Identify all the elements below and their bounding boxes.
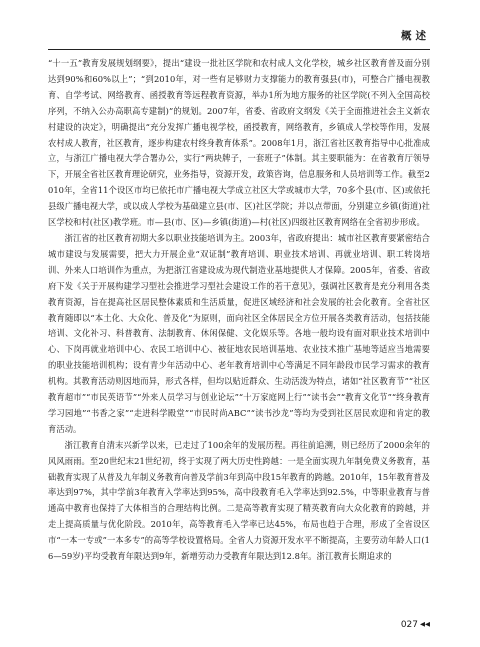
section-title: 概述 — [401, 30, 430, 42]
paragraph: 浙江省的社区教育初期大多以职业技能培训为主。2003年，省政府提出：城市社区教育要紧密结合城市建设与发展需要，把大力开展企业“双证制”教育培训、职业技术培训、再就业培训、职工转岗培训、外来人口培训作为重点，为把浙江省建设成为现代制造业基地提供人才保障。2005年，省委、省政府下发《关于开展构建学习型社会推进学习型社会建设工作的若干意见》，强调社区教育是充分利用各类教育资源，旨在提高社区居民整体素质和生活质量，促进区域经济和社会发展的社会化教育。全省社区教育随即以“本土化、大众化、普及化”为原则，面向社区全体居民全方位开展各类教育活动，包括技能培训、文化补习、科普教育、法制教育、休闲保健、文化娱乐等。各地一般均设有面对职业技术培训中心、下岗再就业培训中心、农民工培训中心、被征地农民培训基地、农业技术推广基地等适应当地需要的职业技能培训机构；设有青少年活动中心、老年教育培训中心等满足不同年龄段市民学习需求的教育机构。其教育活动则因地而异，形式各样，但均以贴近群众、生动活泼为特点，诸如“社区教育节”“社区教育超市”“市民英语节”“外来人员学习与创业论坛”“十万家庭网上行”“读书会”“教育文化节”“终身教育学习园地”“书香之家”“走进科学殿堂”“市民时尚ABC”“读书沙龙”等均为受到社区居民欢迎和肯定的教育活动。 — [48, 232, 430, 434]
header-rule — [48, 49, 430, 50]
paragraph: “十一五”教育发展规划纲要》，提出“建设一批社区学院和农村成人文化学校，城乡社区教育普及面分别达到90%和60%以上”；“到2010年，对一些有足够财力支撑能力的教育强县(市)，可整合广播电视教育、自学考试、网络教育、函授教育等远程教育资源，举办1所为地方服务的社区学院(不列入全国高校序列，不纳入公办高职高专建制)”的规划。2007年，省委、省政府文纲发《关于全面推进社会主义新农村建设的决定》，明确提出“充分发挥广播电视学校，函授教育，网络教育，乡镇成人学校等作用，发展农村成人教育，社区教育，逐步构建农村终身教育体系”。2008年1月，浙江省社区教育指导中心批准成立，与浙江广播电视大学合署办公，实行“两块牌子，一套班子”体制。其主要职能为：在省教育厅领导下，开展全省社区教育理论研究，业务指导，资源开发，政策咨询，信息服务和人员培训等工作。截至2010年，全省11个设区市均已依托市广播电视大学成立社区大学或城市大学，70多个县(市、区)或依托县级广播电视大学，或以成人学校为基础建立县(市、区)社区学院；并以点带面，分别建立乡镇(街道)社区学校和村(社区)教学班。市—县(市、区)—乡镇(街道)—村(社区)四级社区教育网络在全省初步形成。 — [48, 58, 430, 228]
page-marker-icon: ◀◀ — [420, 620, 430, 628]
page-number-value: 027 — [400, 620, 418, 630]
running-header — [48, 28, 430, 44]
page-number — [401, 620, 430, 630]
paragraph: 浙江教育自清末兴新学以来，已走过了100余年的发展历程。再往前追溯，则已经历了2000余年的风风雨雨。至20世纪末21世纪初，终于实现了两大历史性跨越：一是全面实现九年制免费义务教育，基础教育实现了从普及九年制义务教育向普及学前3年到高中段15年教育的跨越。2010年，15年教育普及率达到97%，其中学前3年教育入学率达到95%，高中段教育毛入学率达到92.5%，中等职业教育与普通高中教育也保持了大体相当的合理结构比例。二是高等教育实现了精英教育向大众化教育的跨越，并走上提高质量与优化阶段。2010年，高等教育毛入学率已达45%，布局也趋于合理，形成了全省设区市“一本一专或”一本多专”的高等学校设置格局。全省人力资源开发水平不断提高，主要劳动年龄人口(16—59岁)平均受教育年限达到9年，新增劳动力受教育年限达到12.8年。浙江教育长期追求的 — [48, 439, 430, 562]
body-text — [48, 56, 430, 608]
